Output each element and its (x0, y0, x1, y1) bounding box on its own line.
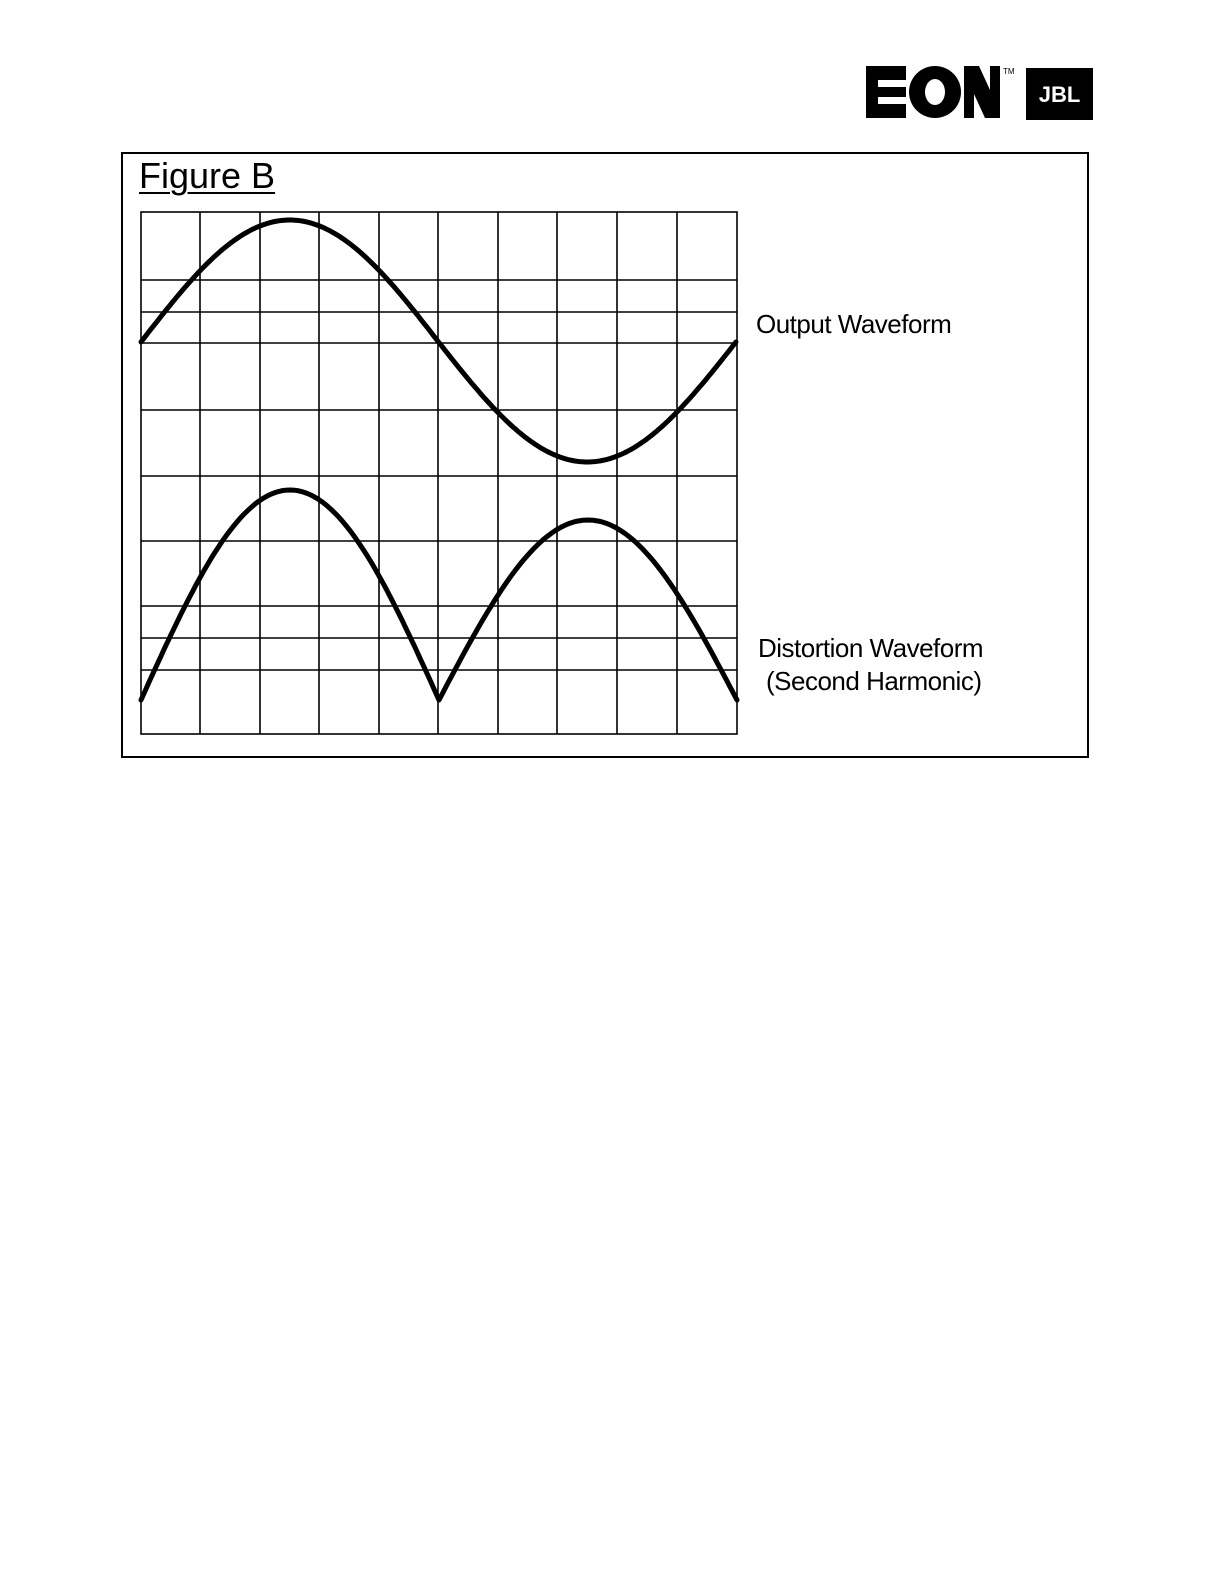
distortion-waveform-label: Distortion Waveform (758, 633, 984, 663)
trademark-mark: TM (1003, 67, 1015, 76)
distortion-waveform-trace (141, 490, 737, 700)
svg-text:JBL: JBL (1038, 82, 1081, 107)
second-harmonic-label: (Second Harmonic) (766, 666, 982, 696)
scope-grid-border (141, 212, 737, 734)
output-waveform-label: Output Waveform (756, 309, 952, 339)
figure-title: Figure B (139, 155, 276, 196)
scope-grid (141, 212, 737, 734)
